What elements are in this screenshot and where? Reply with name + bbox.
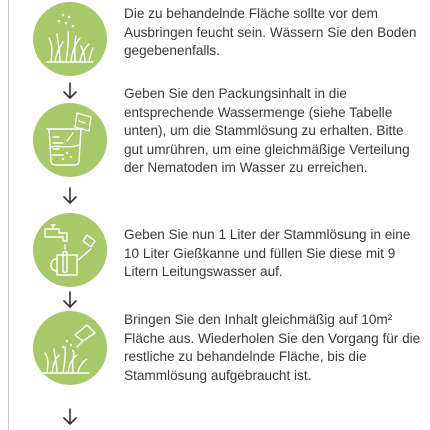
grass-icon — [33, 2, 107, 76]
step-2-text: Geben Sie den Packungsinhalt in die entsprechende Wassermenge (siehe Tabelle unten), um die Stammlösung zu erhalten. Bitte gut umrühren, um eine gleichmäßige Verteilung der Nematoden im Wasser zu erreichen. — [124, 86, 410, 176]
step-3-text: Geben Sie nun 1 Liter der Stammlösung in eine 10 Liter Gießkanne und füllen Sie diese mit 9 Litern Leitungswasser auf. — [124, 227, 411, 280]
left-divider-line — [8, 0, 9, 430]
measuring-cup-package-icon — [33, 103, 107, 177]
down-arrow-icon — [62, 82, 78, 100]
faucet-watering-can-icon — [33, 213, 107, 287]
down-arrow-icon — [62, 291, 78, 309]
step-4-text: Bringen Sie den Inhalt gleichmäßig auf 10m² Fläche aus. Wiederholen Sie den Vorgang für die restliche zu behandelnde Fläche, bis die Stammlösung aufgebraucht ist. — [124, 312, 421, 383]
down-arrow-icon — [62, 408, 78, 426]
down-arrow-icon — [62, 187, 78, 205]
step-1-text: Die zu behandelnde Fläche sollte vor dem Ausbringen feucht sein. Wässern Sie den Boden gegebenenfalls. — [124, 6, 417, 59]
watering-grass-icon — [33, 311, 107, 385]
